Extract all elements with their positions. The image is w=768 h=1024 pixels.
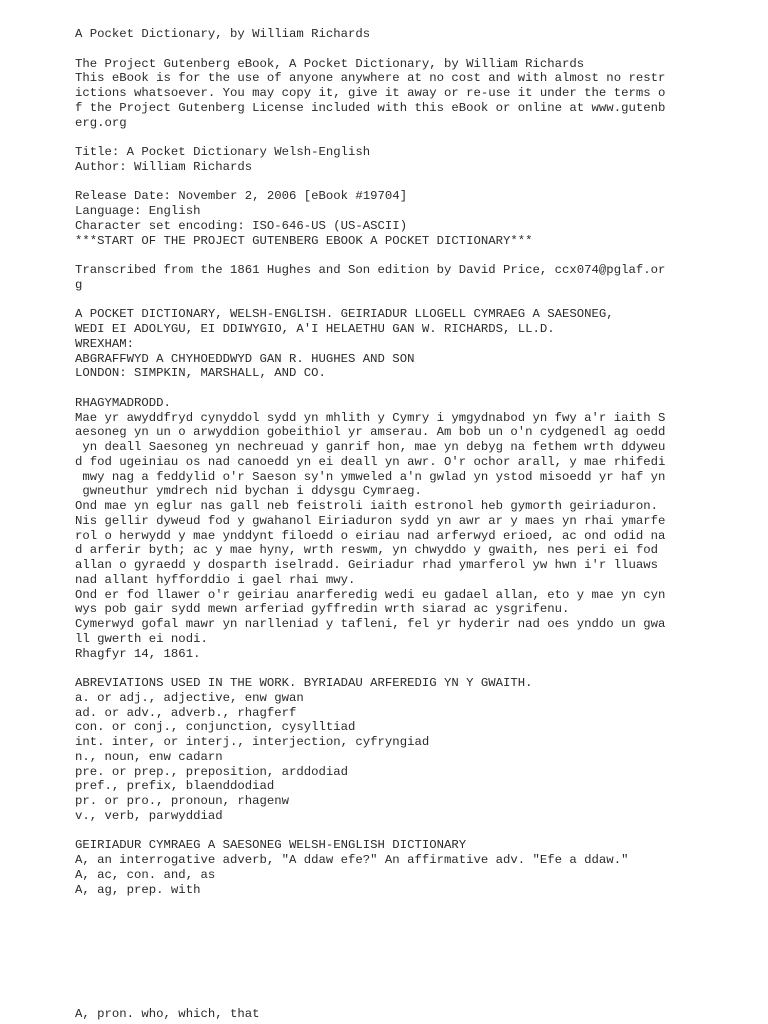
- dictionary-block: [75, 838, 685, 897]
- abbreviation-entry: con. or conj., conjunction, cysylltiad: [75, 720, 356, 735]
- title-line: Title: A Pocket Dictionary Welsh-English: [75, 145, 371, 159]
- document-text: [75, 27, 685, 897]
- transcribed-block: [75, 263, 685, 293]
- abbreviation-entry: a. or adj., adjective, enw gwan: [75, 690, 304, 705]
- text-line: wys pob gair sydd mewn arferiad gyffredin wrth siarad ac ysgrifenu.: [75, 602, 570, 617]
- meta-block: [75, 145, 685, 175]
- language-line: Language: English: [75, 204, 201, 218]
- abbreviation-entry: n., noun, enw cadarn: [75, 749, 223, 764]
- abbreviation-entry: pr. or pro., pronoun, rhagenw: [75, 794, 290, 808]
- text-line: Nis gellir dyweud fod y gwahanol Eiriaduron sydd yn awr ar y maes yn rhai ymarfe: [75, 513, 666, 528]
- text-line: ABGRAFFWYD A CHYHOEDDWYD GAN R. HUGHES AND SON: [75, 351, 415, 366]
- text-line: d fod ugeiniau os nad canoedd yn ei deall yn awr. O'r ochor arall, y mae rhifedi: [75, 454, 666, 469]
- release-date-line: Release Date: November 2, 2006 [eBook #19704]: [75, 189, 408, 204]
- text-line: d arferir byth; ac y mae hyny, wrth reswm, yn chwyddo y gwaith, nes peri ei fod: [75, 543, 658, 558]
- text-line: gwneuthur ymdrech nid bychan i ddysgu Cymraeg.: [75, 484, 422, 499]
- text-line: allan o gyraedd y dosparth iselradd. Geiriadur rhad ymarferol yw hwn i'r lluaws: [75, 558, 658, 572]
- text-line: ll gwerth ei nodi.: [75, 631, 208, 646]
- text-line: yn deall Saesoneg yn nechreuad y ganrif hon, mae yn debyg na fethem wrth ddyweu: [75, 440, 666, 454]
- start-marker-line: ***START OF THE PROJECT GUTENBERG EBOOK A POCKET DICTIONARY***: [75, 233, 533, 248]
- text-line: Mae yr awyddfryd cynyddol sydd yn mhlith y Cymry i ymgydnabod yn fwy a'r iaith S: [75, 410, 666, 425]
- text-line: f the Project Gutenberg License included with this eBook or online at www.gutenb: [75, 100, 666, 115]
- text-line: A POCKET DICTIONARY, WELSH-ENGLISH. GEIRIADUR LLOGELL CYMRAEG A SAESONEG,: [75, 307, 614, 322]
- text-line: aesoneg yn un o arwyddion gobeithiol yr amserau. Am bob un o'n cydgenedl ag oedd: [75, 425, 666, 440]
- preface-block: [75, 396, 685, 662]
- text-line: WEDI EI ADOLYGU, EI DDIWYGIO, A'I HELAETHU GAN W. RICHARDS, LL.D.: [75, 322, 555, 336]
- text-line: LONDON: SIMPKIN, MARSHALL, AND CO.: [75, 366, 326, 381]
- text-line: rol o herwydd y mae ynddynt filoedd o eiriau nad arferwyd erioed, ac ond odid na: [75, 528, 666, 543]
- abbreviation-entry: v., verb, parwyddiad: [75, 808, 223, 823]
- text-line: g: [75, 277, 83, 292]
- abbreviation-entry: ad. or adv., adverb., rhagferf: [75, 705, 297, 720]
- dictionary-entry: A, ag, prep. with: [75, 882, 201, 897]
- abbreviation-entry: pre. or prep., preposition, arddodiad: [75, 764, 349, 779]
- encoding-line: Character set encoding: ISO-646-US (US-ASCII): [75, 218, 408, 233]
- author-line: Author: William Richards: [75, 159, 253, 174]
- text-line: This eBook is for the use of anyone anywhere at no cost and with almost no restr: [75, 71, 666, 86]
- dictionary-heading: GEIRIADUR CYMRAEG A SAESONEG WELSH-ENGLISH DICTIONARY: [75, 838, 467, 853]
- text-line: ictions whatsoever. You may copy it, give it away or re-use it under the terms o: [75, 86, 666, 100]
- text-line: Transcribed from the 1861 Hughes and Son edition by David Price, ccx074@pglaf.or: [75, 263, 666, 277]
- text-line: nad allant hyfforddio i gael rhai mwy.: [75, 572, 356, 587]
- text-line: WREXHAM:: [75, 336, 135, 351]
- abbreviation-entry: pref., prefix, blaenddodiad: [75, 779, 275, 794]
- preface-heading: RHAGYMADRODD.: [75, 395, 171, 410]
- text-line: The Project Gutenberg eBook, A Pocket Dictionary, by William Richards: [75, 56, 585, 71]
- dictionary-entry: A, pron. who, which, that: [75, 1007, 260, 1021]
- dictionary-entry: A, ac, con. and, as: [75, 867, 216, 882]
- text-line: Cymerwyd gofal mawr yn narlleniad y tafleni, fel yr hyderir nad oes ynddo un gwa: [75, 617, 666, 631]
- abbreviations-block: [75, 676, 685, 824]
- abbreviation-entry: int. inter, or interj., interjection, cyfryngiad: [75, 735, 430, 749]
- text-line: mwy nag a feddylid o'r Saeson sy'n ymweled a'n gwlad yn ystod misoedd yr haf yn: [75, 469, 666, 484]
- text-line: Ond mae yn eglur nas gall neb feistroli iaith estronol heb gymorth geiriaduron.: [75, 499, 658, 513]
- text-line: erg.org: [75, 115, 127, 130]
- preface-date: Rhagfyr 14, 1861.: [75, 646, 201, 661]
- abbreviations-heading: ABREVIATIONS USED IN THE WORK. BYRIADAU ARFEREDIG YN Y GWAITH.: [75, 676, 533, 690]
- dictionary-entry: A, an interrogative adverb, "A ddaw efe?" An affirmative adv. "Efe a ddaw.": [75, 853, 629, 867]
- text-line: Ond er fod llawer o'r geiriau anarferedig wedi eu gadael allan, eto y mae yn cyn: [75, 587, 666, 602]
- title-block: [75, 307, 685, 381]
- release-block: [75, 189, 685, 248]
- intro-block: [75, 57, 685, 131]
- header-line: A Pocket Dictionary, by William Richards: [75, 27, 371, 41]
